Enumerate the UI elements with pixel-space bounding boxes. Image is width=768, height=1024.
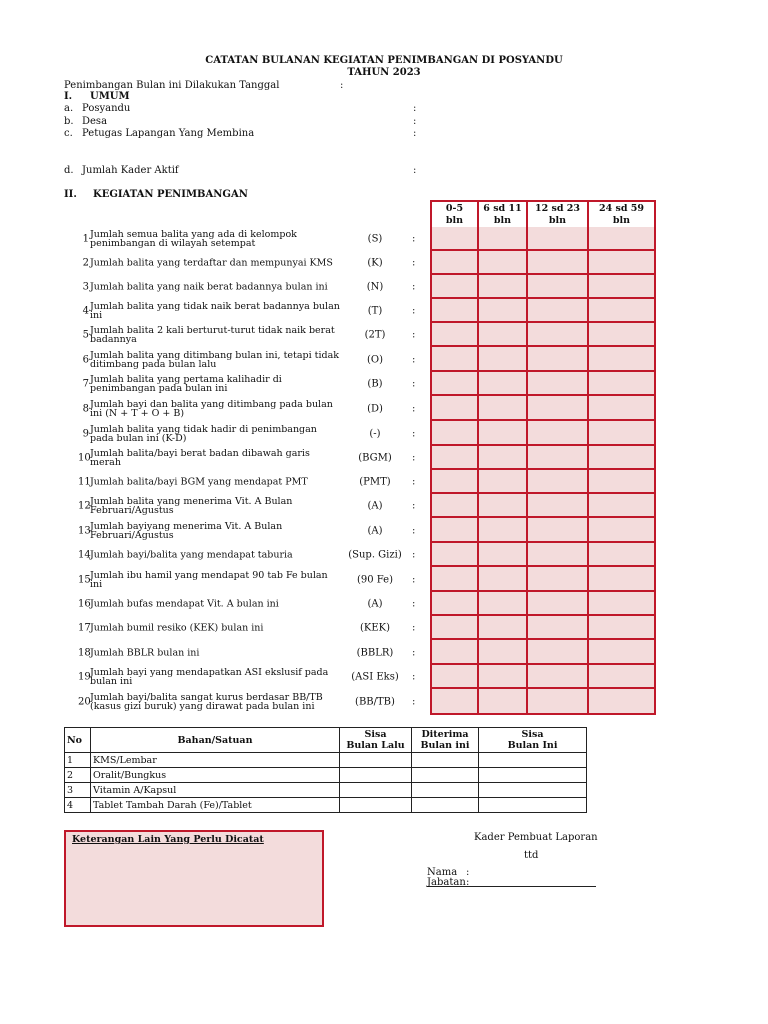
age-input-cell[interactable] [528, 543, 589, 567]
row-colon: : [412, 329, 416, 341]
umum-label-desa: Desa [82, 116, 108, 127]
row-colon: : [412, 622, 416, 634]
row-code: (A) [367, 598, 383, 610]
row-code: (KEK) [359, 622, 391, 634]
row-description: Jumlah bufas mendapat Vit. A bulan ini [90, 598, 279, 610]
row-code: (B) [367, 378, 383, 390]
row-code: (2T) [364, 329, 386, 341]
age-input-cell[interactable] [589, 665, 656, 689]
bahan-row-no: 1 [65, 753, 91, 768]
age-input-cell[interactable] [432, 665, 479, 689]
age-header-6-11: 6 sd 11 bln [479, 202, 528, 229]
row-code: (S) [367, 233, 383, 245]
row-code: (O) [366, 354, 383, 365]
age-input-cell[interactable] [479, 592, 528, 616]
row-colon: : [412, 428, 416, 439]
section-2-number: II. [64, 189, 77, 200]
bahan-header-row [65, 728, 587, 753]
signature-kader: Kader Pembuat Laporan [474, 832, 598, 843]
age-input-cell[interactable] [528, 592, 589, 616]
row-colon: : [412, 671, 416, 683]
age-input-cell[interactable] [432, 470, 479, 494]
row-colon: : [412, 500, 416, 512]
bahan-cell[interactable] [479, 798, 587, 813]
section-1-number: I. [64, 91, 73, 102]
bahan-header-diterima: Diterima Bulan ini [412, 728, 479, 753]
row-number: 15 [78, 574, 91, 585]
umum-letter-d: d. [64, 165, 74, 176]
umum-colon: : [413, 165, 417, 176]
document-year: TAHUN 2023 [347, 67, 421, 78]
age-input-cell[interactable] [528, 396, 589, 421]
age-input-cell[interactable] [589, 567, 656, 592]
row-code: (Sup. Gizi) [348, 549, 402, 561]
umum-label-posyandu: Posyandu [82, 103, 131, 114]
row-number: 4 [82, 305, 89, 317]
signature-jabatan-line [427, 877, 596, 887]
age-input-cell[interactable] [432, 494, 479, 518]
age-input-cell[interactable] [432, 323, 479, 347]
row-code: (-) [369, 428, 381, 439]
kegiatan-input-row [430, 347, 656, 372]
umum-letter-b: b. [64, 116, 74, 127]
age-input-cell[interactable] [589, 518, 656, 543]
age-input-cell[interactable] [479, 470, 528, 494]
kegiatan-input-row [430, 543, 656, 567]
bahan-header-item: Bahan/Satuan [91, 728, 340, 753]
kegiatan-input-row [430, 275, 656, 299]
intro-colon: : [340, 80, 344, 91]
kegiatan-input-row [430, 323, 656, 347]
row-colon: : [412, 305, 416, 317]
age-input-cell[interactable] [528, 275, 589, 299]
age-input-cell[interactable] [432, 640, 479, 665]
row-number: 6 [82, 354, 89, 365]
row-description: Jumlah bayiyang menerima Vit. A Bulan Februari/Agustus [90, 520, 283, 541]
row-colon: : [412, 403, 416, 414]
bahan-cell[interactable] [412, 798, 479, 813]
age-input-cell[interactable] [432, 592, 479, 616]
age-input-cell[interactable] [528, 299, 589, 323]
bahan-cell[interactable] [340, 753, 412, 768]
row-description: Jumlah balita/bayi BGM yang mendapat PMT [90, 476, 308, 488]
row-colon: : [412, 233, 416, 245]
age-input-cell[interactable] [589, 227, 656, 251]
age-input-cell[interactable] [432, 518, 479, 543]
kegiatan-input-row [430, 616, 656, 640]
age-input-cell[interactable] [528, 567, 589, 592]
age-input-cell[interactable] [479, 446, 528, 470]
row-number: 18 [78, 647, 91, 658]
age-input-cell[interactable] [589, 494, 656, 518]
row-number: 8 [82, 403, 89, 414]
row-number: 5 [82, 329, 89, 341]
bahan-cell[interactable] [340, 768, 412, 783]
row-code: (BBLR) [356, 647, 394, 658]
age-input-cell[interactable] [479, 494, 528, 518]
age-input-cell[interactable] [479, 227, 528, 251]
kegiatan-input-row [430, 396, 656, 421]
age-input-cell[interactable] [432, 396, 479, 421]
age-input-cell[interactable] [432, 275, 479, 299]
bahan-row-item: KMS/Lembar [91, 753, 340, 768]
age-input-cell[interactable] [432, 567, 479, 592]
age-input-cell[interactable] [589, 470, 656, 494]
umum-label-kader: Jumlah Kader Aktif [82, 165, 179, 176]
document-title: CATATAN BULANAN KEGIATAN PENIMBANGAN DI POSYANDU [205, 55, 563, 66]
age-input-cell[interactable] [528, 251, 589, 275]
row-number: 11 [78, 476, 91, 488]
row-number: 12 [78, 500, 91, 512]
umum-colon: : [413, 116, 417, 127]
bahan-row-item: Tablet Tambah Darah (Fe)/Tablet [91, 798, 340, 813]
signature-jabatan-colon: : [466, 877, 470, 888]
signature-ttd: ttd [524, 850, 539, 861]
age-input-cell[interactable] [479, 275, 528, 299]
row-description: Jumlah balita yang pertama kalihadir di penimbangan pada bulan ini [90, 374, 282, 394]
age-input-cell[interactable] [528, 665, 589, 689]
row-code: (ASI Eks) [351, 671, 399, 683]
table-row [65, 768, 587, 783]
row-number: 10 [78, 452, 91, 464]
age-group-header [430, 200, 656, 228]
age-input-cell[interactable] [528, 616, 589, 640]
row-colon: : [412, 452, 416, 464]
row-description: Jumlah bumil resiko (KEK) bulan ini [90, 622, 264, 634]
row-number: 16 [78, 598, 91, 610]
age-input-cell[interactable] [589, 275, 656, 299]
age-header-24-59: 24 sd 59 bln [589, 202, 656, 229]
age-input-cell[interactable] [528, 689, 589, 715]
bahan-row-no: 3 [65, 783, 91, 798]
age-input-cell[interactable] [528, 470, 589, 494]
row-description: Jumlah bayi/balita sangat kurus berdasar BB/TB (kasus gizi buruk) yang dirawat pada bulan ini [90, 692, 323, 712]
row-code: (90 Fe) [356, 574, 393, 585]
bahan-cell[interactable] [412, 768, 479, 783]
bahan-cell[interactable] [479, 783, 587, 798]
row-description: Jumlah BBLR bulan ini [90, 647, 200, 658]
row-description: Jumlah balita yang terdaftar dan mempunyai KMS [90, 257, 333, 269]
row-colon: : [412, 378, 416, 390]
age-input-cell[interactable] [479, 640, 528, 665]
signature-jabatan-label: Jabatan [427, 877, 466, 888]
row-description: Jumlah bayi/balita yang mendapat taburia [90, 549, 293, 561]
age-input-cell[interactable] [528, 494, 589, 518]
bahan-cell[interactable] [412, 753, 479, 768]
kegiatan-input-row [430, 494, 656, 518]
age-input-cell[interactable] [589, 543, 656, 567]
row-description: Jumlah balita/bayi berat badan dibawah garis merah [90, 448, 310, 468]
age-input-cell[interactable] [479, 665, 528, 689]
bahan-cell[interactable] [340, 798, 412, 813]
age-input-cell[interactable] [432, 616, 479, 640]
row-number: 3 [82, 281, 89, 293]
age-input-cell[interactable] [589, 616, 656, 640]
age-input-cell[interactable] [479, 567, 528, 592]
umum-colon: : [413, 103, 417, 114]
kegiatan-input-row [430, 299, 656, 323]
age-input-cell[interactable] [589, 323, 656, 347]
bahan-cell[interactable] [479, 753, 587, 768]
row-colon: : [412, 525, 416, 536]
kegiatan-input-row [430, 251, 656, 275]
section-2-title: KEGIATAN PENIMBANGAN [93, 189, 248, 200]
row-code: (A) [367, 525, 383, 536]
row-colon: : [412, 647, 416, 658]
row-number: 13 [78, 525, 91, 536]
row-colon: : [412, 598, 416, 610]
age-input-cell[interactable] [432, 421, 479, 446]
age-input-cell[interactable] [432, 347, 479, 372]
row-code: (BB/TB) [355, 696, 395, 708]
row-description: Jumlah balita yang tidak hadir di penimbangan pada bulan ini (K-D) [90, 423, 317, 444]
age-input-cell[interactable] [589, 299, 656, 323]
age-input-cell[interactable] [479, 421, 528, 446]
kegiatan-input-row [430, 421, 656, 446]
kegiatan-input-row [430, 592, 656, 616]
row-code: (A) [367, 500, 383, 512]
age-input-cell[interactable] [589, 421, 656, 446]
row-description: Jumlah balita 2 kali berturut-turut tidak naik berat badannya [90, 325, 335, 345]
age-input-cell[interactable] [479, 543, 528, 567]
row-description: Jumlah balita yang ditimbang bulan ini, tetapi tidak ditimbang pada bulan lalu [90, 349, 339, 370]
row-code: (D) [367, 403, 383, 414]
row-code: (BGM) [358, 452, 392, 464]
age-header-0-5: 0-5 bln [432, 202, 479, 229]
age-input-cell[interactable] [479, 518, 528, 543]
age-input-cell[interactable] [479, 372, 528, 396]
row-colon: : [412, 281, 416, 293]
age-input-cell[interactable] [528, 227, 589, 251]
age-input-cell[interactable] [432, 372, 479, 396]
age-input-cell[interactable] [479, 689, 528, 715]
row-code: (T) [367, 305, 383, 317]
bahan-table [64, 727, 587, 813]
age-input-cell[interactable] [589, 689, 656, 715]
age-input-cell[interactable] [432, 251, 479, 275]
row-colon: : [412, 696, 416, 708]
age-input-cell[interactable] [479, 323, 528, 347]
umum-letter-a: a. [64, 103, 74, 114]
table-row [65, 753, 587, 768]
age-input-cell[interactable] [432, 543, 479, 567]
row-colon: : [412, 476, 416, 488]
age-input-cell[interactable] [589, 592, 656, 616]
age-input-cell[interactable] [528, 421, 589, 446]
row-number: 20 [78, 696, 91, 708]
kegiatan-input-row [430, 227, 656, 251]
kegiatan-input-row [430, 665, 656, 689]
keterangan-label: Keterangan Lain Yang Perlu Dicatat [72, 834, 264, 845]
age-input-cell[interactable] [589, 446, 656, 470]
bahan-header-no: No [65, 728, 91, 753]
row-number: 17 [78, 622, 91, 634]
age-input-cell[interactable] [528, 446, 589, 470]
row-code: (K) [367, 257, 383, 269]
row-description: Jumlah balita yang tidak naik berat badannya bulan ini [90, 301, 340, 321]
kegiatan-input-row [430, 446, 656, 470]
row-colon: : [412, 574, 416, 585]
row-colon: : [412, 354, 416, 365]
bahan-row-no: 4 [65, 798, 91, 813]
bahan-row-item: Vitamin A/Kapsul [91, 783, 340, 798]
bahan-cell[interactable] [479, 768, 587, 783]
row-description: Jumlah bayi yang mendapatkan ASI ekslusif pada bulan ini [90, 667, 329, 687]
bahan-row-item: Oralit/Bungkus [91, 768, 340, 783]
row-number: 7 [82, 378, 89, 390]
kegiatan-input-row [430, 470, 656, 494]
bahan-row-no: 2 [65, 768, 91, 783]
row-number: 9 [82, 428, 89, 439]
row-number: 14 [78, 549, 91, 561]
row-colon: : [412, 257, 416, 269]
signature-nama-label: Nama [427, 867, 458, 878]
kegiatan-input-row [430, 518, 656, 543]
row-number: 19 [78, 671, 91, 683]
age-input-cell[interactable] [589, 251, 656, 275]
age-input-cell[interactable] [589, 640, 656, 665]
table-row [65, 783, 587, 798]
row-description: Jumlah balita yang naik berat badannya bulan ini [90, 281, 328, 293]
table-row [65, 798, 587, 813]
bahan-cell[interactable] [412, 783, 479, 798]
row-code: (PMT) [359, 476, 391, 488]
umum-letter-c: c. [64, 128, 73, 139]
age-input-cell[interactable] [589, 372, 656, 396]
age-input-cell[interactable] [432, 227, 479, 251]
row-number: 1 [82, 233, 89, 245]
age-input-cell[interactable] [479, 396, 528, 421]
bahan-cell[interactable] [340, 783, 412, 798]
row-description: Jumlah bayi dan balita yang ditimbang pada bulan ini (N + T + O + B) [90, 398, 333, 419]
age-input-cell[interactable] [432, 446, 479, 470]
kegiatan-input-row [430, 567, 656, 592]
umum-colon: : [413, 128, 417, 139]
age-input-cell[interactable] [479, 616, 528, 640]
age-input-cell[interactable] [589, 347, 656, 372]
age-input-cell[interactable] [479, 347, 528, 372]
age-input-cell[interactable] [589, 396, 656, 421]
age-input-cell[interactable] [432, 299, 479, 323]
intro-text: Penimbangan Bulan ini Dilakukan Tanggal [64, 80, 280, 91]
age-header-12-23: 12 sd 23 bln [528, 202, 589, 229]
age-input-cell[interactable] [432, 689, 479, 715]
row-number: 2 [82, 257, 89, 269]
age-input-cell[interactable] [479, 299, 528, 323]
row-code: (N) [366, 281, 384, 293]
row-description: Jumlah balita yang menerima Vit. A Bulan Februari/Agustus [90, 496, 293, 516]
row-description: Jumlah semua balita yang ada di kelompok penimbangan di wilayah setempat [90, 229, 297, 249]
age-input-cell[interactable] [528, 347, 589, 372]
section-1-title: UMUM [90, 91, 130, 102]
signature-nama-colon: : [466, 867, 470, 878]
row-colon: : [412, 549, 416, 561]
kegiatan-input-row [430, 689, 656, 715]
bahan-header-sisa-ini: Sisa Bulan Ini [479, 728, 587, 753]
age-input-cell[interactable] [528, 518, 589, 543]
kegiatan-input-row [430, 372, 656, 396]
umum-label-petugas: Petugas Lapangan Yang Membina [82, 128, 255, 139]
age-input-cell[interactable] [528, 323, 589, 347]
age-input-cell[interactable] [479, 251, 528, 275]
bahan-header-sisa-lalu: Sisa Bulan Lalu [340, 728, 412, 753]
age-input-cell[interactable] [528, 372, 589, 396]
age-input-cell[interactable] [528, 640, 589, 665]
keterangan-box[interactable] [64, 830, 324, 927]
row-description: Jumlah ibu hamil yang mendapat 90 tab Fe bulan ini [90, 569, 328, 590]
kegiatan-input-row [430, 640, 656, 665]
